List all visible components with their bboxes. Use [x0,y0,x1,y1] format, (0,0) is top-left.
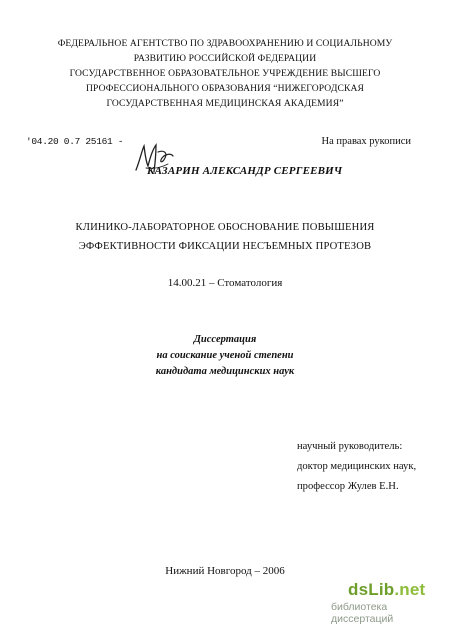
dissertation-line-3: кандидата медицинских наук [155,366,295,377]
dissertation-line-1: Диссертация [193,334,257,345]
watermark-logo-tld: .net [394,580,426,599]
dissertation-line-2: на соискание ученой степени [156,350,294,361]
title-line-2: ЭФФЕКТИВНОСТИ ФИКСАЦИИ НЕСЪЕМНЫХ ПРОТЕЗОВ [78,241,372,252]
header-line-1: ФЕДЕРАЛЬНОЕ АГЕНТСТВО ПО ЗДРАВООХРАНЕНИЮ И СОЦИАЛЬНОМУ [57,38,393,49]
watermark-subtitle: библиотека диссертаций [331,601,394,625]
header-line-2: РАЗВИТИЮ РОССИЙСКОЙ ФЕДЕРАЦИИ [133,53,317,64]
rights-note: На правах рукописи [321,136,411,147]
library-stamp-number: '04.20 0.7 25161 - [26,136,124,147]
title-line-1: КЛИНИКО-ЛАБОРАТОРНОЕ ОБОСНОВАНИЕ ПОВЫШЕНИЯ [75,222,375,233]
header-line-3: ГОСУДАРСТВЕННОЕ ОБРАЗОВАТЕЛЬНОЕ УЧРЕЖДЕНИЕ ВЫСШЕГО [69,68,381,79]
watermark-logo[interactable] [348,580,425,600]
adviser-line-3: профессор Жулев Е.Н. [297,481,399,492]
specialty-code: 14.00.21 – Стоматология [167,277,283,289]
thesis-title [0,218,450,256]
city-year: Нижний Новгород – 2006 [165,565,285,577]
author-name: КАЗАРИН АЛЕКСАНДР СЕРГЕЕВИЧ [147,165,343,177]
header-line-5: ГОСУДАРСТВЕННАЯ МЕДИЦИНСКАЯ АКАДЕМИЯ” [106,98,344,109]
header-line-4: ПРОФЕССИОНАЛЬНОГО ОБРАЗОВАНИЯ “НИЖЕГОРОДСКАЯ [85,83,364,94]
adviser-block [297,437,416,497]
header-block [0,36,450,111]
adviser-line-2: доктор медицинских наук, [297,461,417,472]
dissertation-block [0,332,450,380]
adviser-line-1: научный руководитель: [297,441,403,452]
watermark-logo-main: dsLib [348,580,395,599]
